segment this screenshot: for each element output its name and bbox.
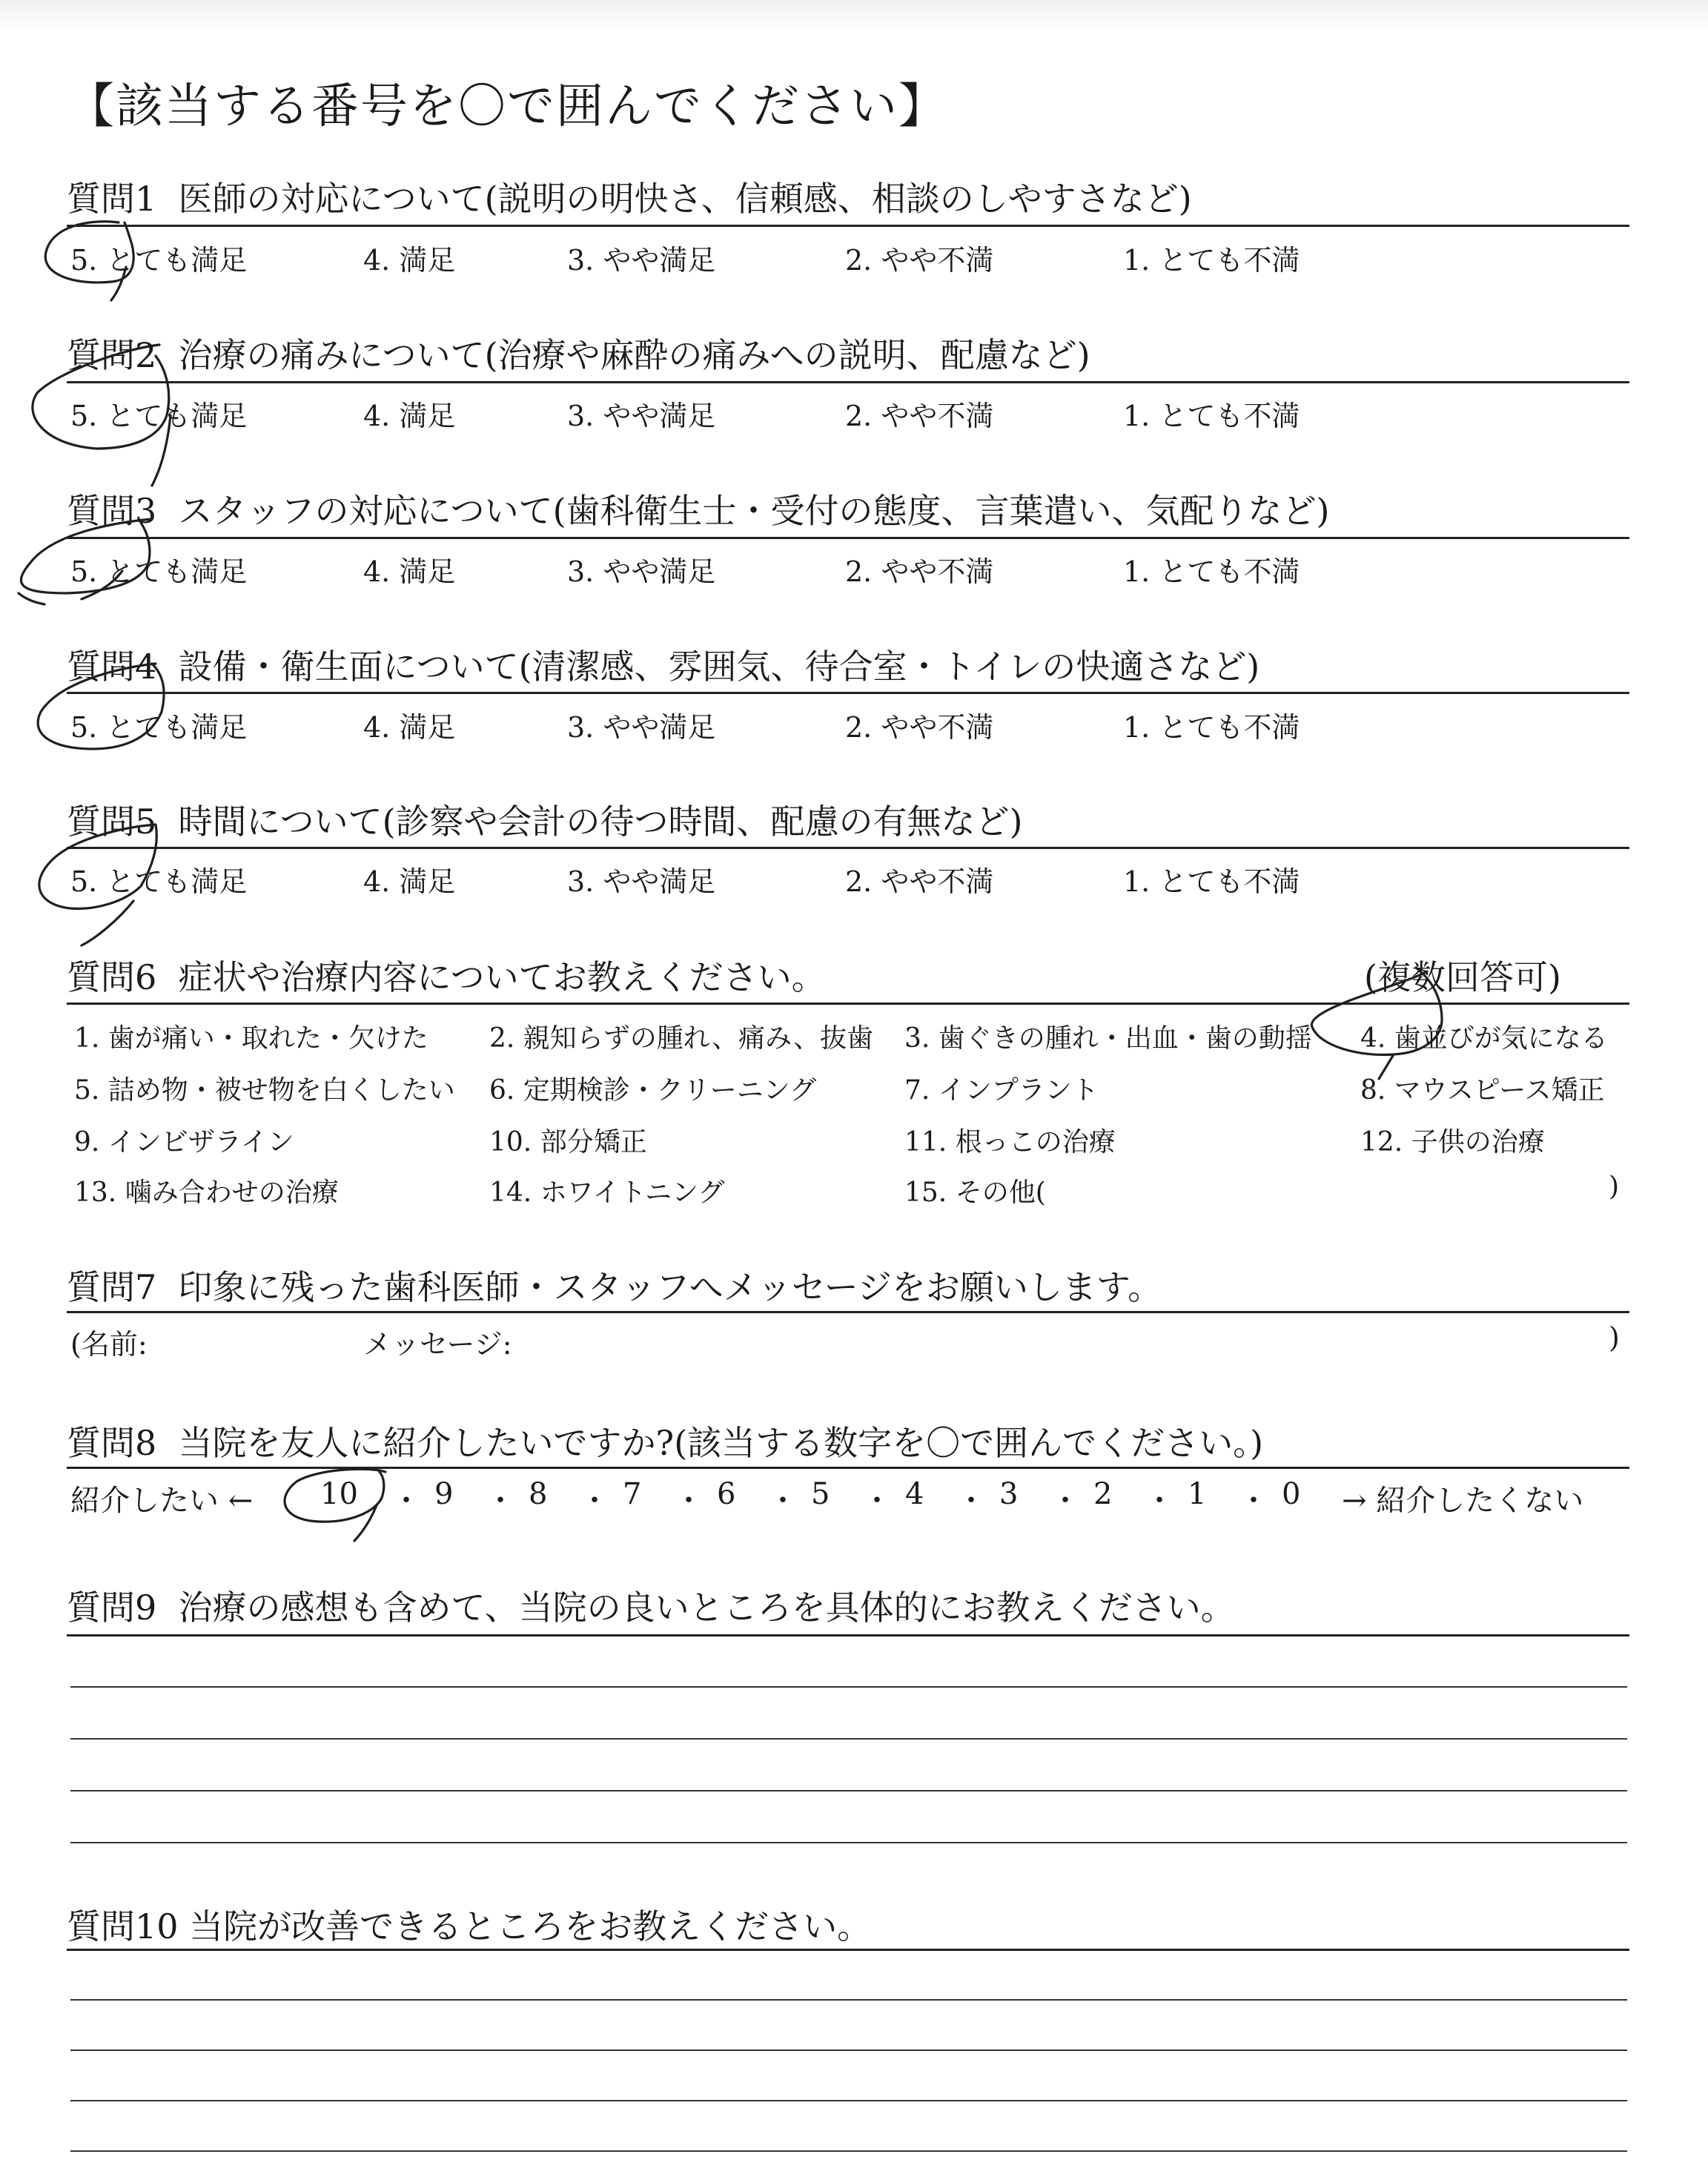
q2-option-4[interactable]: 4. 満足 [363, 400, 456, 432]
q4-option-3[interactable]: 3. やや満足 [567, 711, 716, 744]
scale-separator: ・ [486, 1484, 515, 1518]
q6-option-10[interactable]: 10. 部分矯正 [489, 1127, 647, 1157]
q6-option-8[interactable]: 8. マウスピース矯正 [1360, 1075, 1605, 1106]
q2-option-2[interactable]: 2. やや不満 [845, 400, 994, 432]
q4-option-4[interactable]: 4. 満足 [363, 711, 456, 744]
answer-line [70, 2050, 1627, 2051]
question-4 [67, 640, 1260, 689]
question-7-rule [67, 1311, 1629, 1313]
answer-line [70, 2100, 1627, 2101]
answer-line [70, 1686, 1627, 1688]
scale-5[interactable]: 5 [811, 1477, 830, 1511]
q4-option-1[interactable]: 1. とても不満 [1123, 711, 1300, 744]
q1-option-5[interactable]: 5. とても満足 [70, 244, 248, 277]
q6-option-13[interactable]: 13. 噛み合わせの治療 [74, 1178, 339, 1208]
answer-line [70, 1999, 1627, 2001]
scale-separator: ・ [768, 1484, 798, 1518]
q2-option-1[interactable]: 1. とても不満 [1123, 400, 1300, 432]
scale-left-label: 紹介したい ← [70, 1484, 254, 1518]
scale-separator: ・ [391, 1484, 421, 1518]
q3-option-2[interactable]: 2. やや不満 [845, 555, 994, 588]
q6-option-1[interactable]: 1. 歯が痛い・取れた・欠けた [74, 1023, 428, 1054]
q6-option-2[interactable]: 2. 親知らずの腫れ、痛み、抜歯 [489, 1023, 874, 1054]
message-field-close: ) [1609, 1321, 1620, 1354]
question-6-rule [67, 1003, 1629, 1005]
q4-option-5[interactable]: 5. とても満足 [70, 711, 248, 744]
scale-4[interactable]: 4 [905, 1477, 924, 1511]
q5-option-2[interactable]: 2. やや不満 [845, 865, 994, 898]
question-3-rule [67, 537, 1629, 539]
scale-2[interactable]: 2 [1093, 1477, 1113, 1511]
question-1-rule [67, 225, 1629, 227]
page-title: 【該当する番号を〇で囲んでください】 [67, 79, 947, 134]
scale-1[interactable]: 1 [1188, 1477, 1207, 1511]
question-6 [67, 951, 826, 1000]
q1-option-3[interactable]: 3. やや満足 [567, 244, 716, 277]
question-1-label: 質問1 [67, 179, 157, 219]
question-8-text: 当院を友人に紹介したいですか?(該当する数字を〇で囲んでください。) [178, 1423, 1264, 1463]
question-6-text: 症状や治療内容についてお教えください。 [178, 957, 826, 997]
question-1 [67, 172, 1192, 221]
q3-option-4[interactable]: 4. 満足 [363, 555, 456, 588]
question-9-label: 質問9 [67, 1588, 157, 1628]
message-field-label: メッセージ: [363, 1328, 512, 1361]
q2-option-5[interactable]: 5. とても満足 [70, 400, 248, 432]
q6-other-close: ) [1609, 1172, 1620, 1202]
question-8-label: 質問8 [67, 1423, 157, 1463]
q5-option-5[interactable]: 5. とても満足 [70, 865, 248, 898]
scale-9[interactable]: 9 [434, 1477, 454, 1511]
scale-6[interactable]: 6 [717, 1477, 736, 1511]
question-9-text: 治療の感想も含めて、当院の良いところを具体的にお教えください。 [178, 1588, 1235, 1628]
scale-separator: ・ [1239, 1484, 1268, 1518]
question-2-text: 治療の痛みについて(治療や麻酔の痛みへの説明、配慮など) [178, 335, 1090, 375]
q6-option-3[interactable]: 3. 歯ぐきの腫れ・出血・歯の動揺 [904, 1023, 1312, 1054]
question-1-text: 医師の対応について(説明の明快さ、信頼感、相談のしやすさなど) [178, 179, 1192, 219]
question-4-label: 質問4 [67, 647, 157, 687]
question-5-label: 質問5 [67, 802, 157, 842]
scale-3[interactable]: 3 [999, 1477, 1019, 1511]
q2-option-3[interactable]: 3. やや満足 [567, 400, 716, 432]
q6-option-4[interactable]: 4. 歯並びが気になる [1360, 1023, 1608, 1054]
scale-0[interactable]: 0 [1282, 1477, 1301, 1511]
q5-option-3[interactable]: 3. やや満足 [567, 865, 716, 898]
answer-line [70, 1842, 1627, 1843]
q6-option-7[interactable]: 7. インプラント [904, 1075, 1099, 1106]
question-4-rule [67, 692, 1629, 694]
name-field-label: (名前: [70, 1328, 148, 1361]
q6-option-14[interactable]: 14. ホワイトニング [489, 1178, 725, 1208]
question-6-note: (複数回答可) [1364, 957, 1561, 997]
question-3-text: スタッフの対応について(歯科衛生士・受付の態度、言葉遣い、気配りなど) [178, 491, 1330, 531]
q4-option-2[interactable]: 2. やや不満 [845, 711, 994, 744]
q6-option-12[interactable]: 12. 子供の治療 [1360, 1127, 1545, 1157]
question-5-text: 時間について(診察や会計の待つ時間、配慮の有無など) [178, 802, 1023, 842]
question-5 [67, 795, 1023, 844]
answer-line [70, 2150, 1627, 2152]
q6-option-15[interactable]: 15. その他( [904, 1178, 1046, 1208]
scale-separator: ・ [1145, 1484, 1174, 1518]
scale-separator: ・ [862, 1484, 892, 1518]
question-10-rule [67, 1949, 1629, 1951]
scale-8[interactable]: 8 [529, 1477, 548, 1511]
scale-right-label: → 紹介したくない [1342, 1484, 1584, 1518]
q3-option-5[interactable]: 5. とても満足 [70, 555, 248, 588]
question-3-label: 質問3 [67, 491, 157, 531]
q1-option-1[interactable]: 1. とても不満 [1123, 244, 1300, 277]
question-7 [67, 1261, 1162, 1309]
scale-separator: ・ [674, 1484, 704, 1518]
scale-separator: ・ [580, 1484, 609, 1518]
question-7-text: 印象に残った歯科医師・スタッフへメッセージをお願いします。 [178, 1267, 1162, 1307]
question-7-label: 質問7 [67, 1267, 157, 1307]
question-8 [67, 1416, 1263, 1465]
scan-edge [0, 0, 1708, 30]
question-8-rule [67, 1467, 1629, 1469]
scale-10[interactable]: 10 [320, 1477, 358, 1511]
q6-option-11[interactable]: 11. 根っこの治療 [904, 1127, 1116, 1157]
answer-line [70, 1790, 1627, 1791]
question-2-rule [67, 381, 1629, 383]
scale-7[interactable]: 7 [623, 1477, 642, 1511]
q6-option-5[interactable]: 5. 詰め物・被せ物を白くしたい [74, 1075, 455, 1106]
q1-option-4[interactable]: 4. 満足 [363, 244, 456, 277]
scale-separator: ・ [956, 1484, 986, 1518]
question-6-label: 質問6 [67, 957, 157, 997]
question-10 [67, 1900, 871, 1949]
question-2-label: 質問2 [67, 335, 157, 375]
question-3 [67, 484, 1330, 533]
question-10-label: 質問10 [67, 1906, 179, 1946]
q6-option-6[interactable]: 6. 定期検診・クリーニング [489, 1075, 817, 1106]
q5-option-4[interactable]: 4. 満足 [363, 865, 456, 898]
question-4-text: 設備・衛生面について(清潔感、雰囲気、待合室・トイレの快適さなど) [178, 647, 1260, 687]
q1-option-2[interactable]: 2. やや不満 [845, 244, 994, 277]
answer-line [70, 1738, 1627, 1740]
question-2 [67, 328, 1090, 377]
q6-option-9[interactable]: 9. インビザライン [74, 1127, 294, 1157]
question-9-rule [67, 1634, 1629, 1636]
q3-option-1[interactable]: 1. とても不満 [1123, 555, 1300, 588]
scale-separator: ・ [1050, 1484, 1080, 1518]
question-5-rule [67, 847, 1629, 849]
question-9 [67, 1581, 1235, 1630]
q3-option-3[interactable]: 3. やや満足 [567, 555, 716, 588]
question-10-text: 当院が改善できるところをお教えください。 [189, 1906, 872, 1946]
q5-option-1[interactable]: 1. とても不満 [1123, 865, 1300, 898]
